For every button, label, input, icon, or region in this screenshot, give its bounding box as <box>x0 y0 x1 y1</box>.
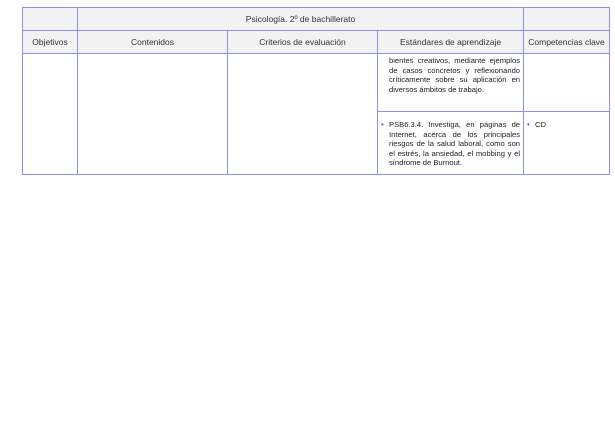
curriculum-table <box>22 7 610 175</box>
objetivos-cell <box>23 54 78 175</box>
competencia-text: CD <box>535 120 546 129</box>
criterios-cell <box>228 54 378 175</box>
table-title-row <box>23 8 610 31</box>
estandar-cell <box>378 54 524 112</box>
contenidos-cell <box>78 54 228 175</box>
table-row <box>23 54 610 112</box>
column-header-competencias: Competencias clave <box>524 31 610 54</box>
empty-header-cell <box>524 8 610 31</box>
column-header-objetivos: Objetivos <box>23 31 78 54</box>
column-header-criterios: Criterios de evaluación <box>228 31 378 54</box>
estandar-text-continued: bientes creativos, mediante ejemplos de casos concretos y reflexionando críticamente sobre su aplicación en diversos ámbitos de trabajo. <box>389 56 521 94</box>
column-header-row <box>23 31 610 54</box>
estandar-text: PSB6.3.4. Investiga, en páginas de Internet, acerca de los principales riesgos de la salud laboral, como son el estrés, la ansiedad, el mobbing y el síndrome de Burnout. <box>389 120 521 168</box>
bullet-icon: • <box>381 120 384 129</box>
competencia-item <box>524 112 609 130</box>
empty-header-cell <box>23 8 78 31</box>
competencia-cell <box>524 112 610 175</box>
column-header-estandares: Estándares de aprendizaje <box>378 31 524 54</box>
column-header-contenidos: Contenidos <box>78 31 228 54</box>
competencia-cell <box>524 54 610 112</box>
table-title: Psicología. 2º de bachillerato <box>78 8 524 31</box>
bullet-icon: • <box>527 120 530 129</box>
estandar-cell <box>378 112 524 175</box>
estandar-item <box>378 112 523 174</box>
